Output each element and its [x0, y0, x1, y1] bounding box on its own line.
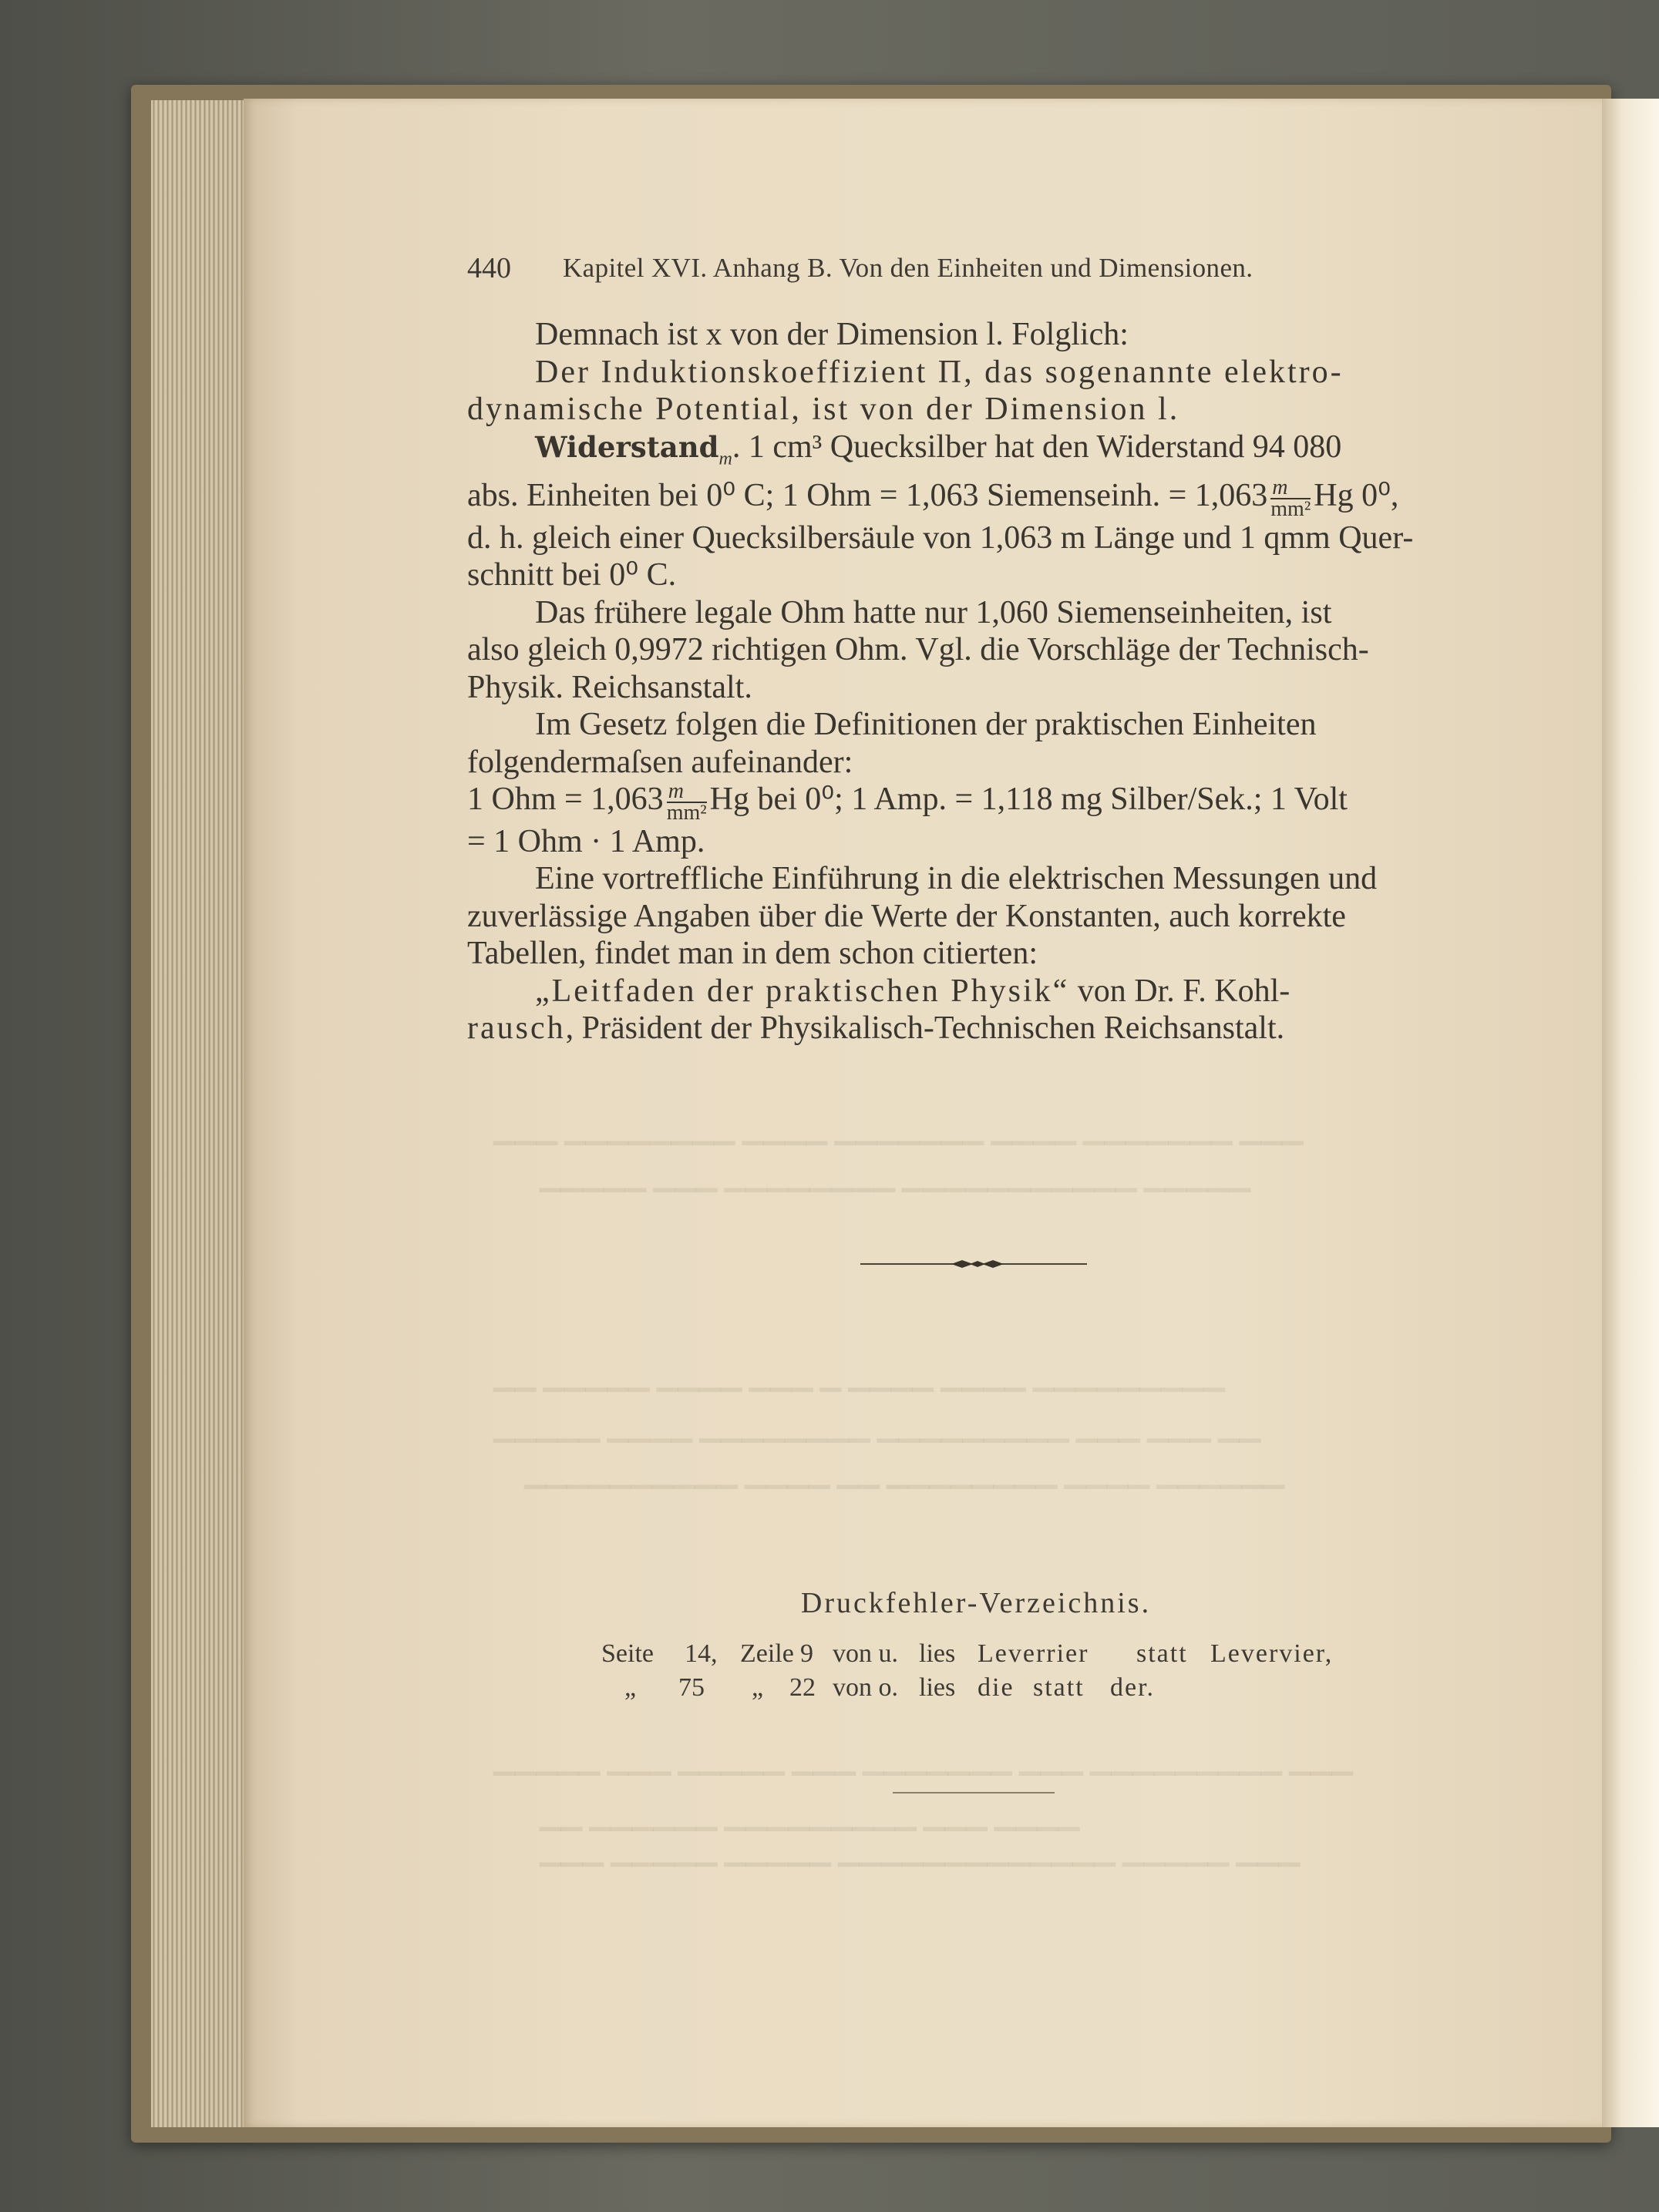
- text-line: von Dr. F. Kohl-: [1069, 973, 1291, 1009]
- paragraph-continuation: [467, 669, 1477, 707]
- errata-list: [601, 1637, 1372, 1705]
- errata-cell: der.: [1110, 1673, 1156, 1702]
- text-line: 1 Ohm = 1,063: [467, 782, 664, 818]
- citation: [467, 973, 1477, 1010]
- errata-cell: lies: [919, 1639, 956, 1668]
- equation-line: [467, 778, 1477, 825]
- paragraph-continuation: [467, 631, 1477, 669]
- errata-cell: „: [752, 1673, 764, 1702]
- text-line: Hg 0⁰,: [1314, 478, 1399, 514]
- errata-cell: statt: [1033, 1673, 1085, 1702]
- show-through-text: ▁▁ ▁▁▁ ▁▁▁ ▁▁▁▁▁▁▁▁▁ ▁▁▁▁▁▁▁▁ ▁▁▁▁ ▁▁▁▁▁: [493, 1411, 1261, 1442]
- paragraph-continuation: [467, 519, 1477, 557]
- running-header: [467, 251, 1377, 282]
- paragraph: [467, 860, 1477, 898]
- errata-row: [601, 1671, 1372, 1705]
- paragraph-continuation: [467, 898, 1477, 936]
- show-through-text: ▁▁▁▁ ▁▁▁ ▁▁▁▁▁▁▁▁▁ ▁▁▁▁▁▁ ▁▁: [540, 1800, 1080, 1830]
- errata-cell: von u.: [833, 1639, 898, 1668]
- errata-title: Druckfehler-Verzeichnis.: [800, 1587, 1152, 1619]
- text-line: . 1 cm³ Quecksilber hat den Widerstand 94 080: [732, 429, 1342, 465]
- paragraph-continuation: [467, 744, 1477, 782]
- paragraph-continuation: [467, 391, 1477, 429]
- fraction-denominator: mm²: [666, 800, 707, 825]
- fraction-numerator: m: [667, 782, 707, 803]
- citation-continuation: [467, 1010, 1477, 1047]
- fraction: [666, 778, 707, 825]
- ornament-divider: [860, 1259, 1087, 1269]
- fraction-denominator: mm²: [1270, 496, 1311, 521]
- errata-cell: Seite: [601, 1639, 654, 1668]
- paragraph: [467, 594, 1477, 632]
- errata-cell: 75: [678, 1673, 705, 1702]
- text-line: abs. Einheiten bei 0⁰ C; 1 Ohm = 1,063 Siemenseinh. = 1,063: [467, 478, 1268, 514]
- paragraph-continuation: [467, 556, 1477, 594]
- show-through-text: ▁▁▁▁▁▁▁▁▁ ▁▁▁▁ ▁▁▁▁ ▁ ▁▁▁ ▁▁▁▁ ▁▁▁▁▁ ▁▁: [493, 1360, 1225, 1391]
- paragraph: [467, 354, 1477, 392]
- text-line: , Präsident der Physikalisch-Technischen Reichsanstalt.: [565, 1010, 1285, 1047]
- errata-cell: Leverrier: [978, 1639, 1089, 1668]
- errata-cell: von o.: [833, 1673, 898, 1702]
- errata-cell: Zeile: [740, 1639, 794, 1668]
- errata-cell: 14,: [685, 1639, 718, 1668]
- author-name: rausch: [467, 1010, 566, 1047]
- text-line: zuverlässige Angaben über die Werte der Konstanten, auch korrekte: [467, 898, 1346, 934]
- errata-cell: statt: [1136, 1639, 1188, 1668]
- text-line: Im Gesetz folgen die Definitionen der praktischen Einheiten: [535, 707, 1317, 743]
- paragraph-continuation: [467, 935, 1477, 973]
- fraction-numerator: m: [1270, 478, 1311, 499]
- running-title: Kapitel XVI. Anhang B. Von den Einheiten und Dimensionen.: [563, 253, 1254, 283]
- text-line: folgendermaſsen aufeinander:: [467, 744, 853, 780]
- text-line: = 1 Ohm · 1 Amp.: [467, 823, 705, 859]
- show-through-text: ▁▁▁ ▁▁▁▁▁ ▁▁▁▁▁▁▁▁▁▁▁▁▁ ▁▁▁▁▁ ▁▁▁▁▁ ▁▁▁: [540, 1835, 1301, 1866]
- text-line: schnitt bei 0⁰ C.: [467, 557, 677, 593]
- text-line: Das frühere legale Ohm hatte nur 1,060 Siemenseinheiten, ist: [535, 594, 1332, 630]
- errata-cell: „: [624, 1673, 637, 1702]
- errata-row: [601, 1637, 1372, 1671]
- text-line: Der Induktionskoeffizient Π, das sogenannte elektro-: [535, 354, 1344, 390]
- facing-page-gutter: [1602, 99, 1659, 2127]
- section-label-subscript: m: [718, 448, 732, 469]
- citation-title: „Leitfaden der praktischen Physik“: [535, 973, 1070, 1009]
- fraction: [1270, 475, 1311, 521]
- show-through-text: ▁▁▁▁▁▁ ▁▁▁▁ ▁▁▁▁▁▁▁▁ ▁▁ ▁▁▁▁ ▁▁▁▁▁▁▁▁▁▁: [524, 1457, 1285, 1488]
- show-through-text: ▁▁▁▁▁ ▁▁▁▁▁▁▁▁▁▁▁ ▁▁▁▁▁▁▁▁ ▁▁▁ ▁▁▁▁▁: [540, 1161, 1250, 1192]
- paragraph: [467, 706, 1477, 744]
- body-text: [467, 316, 1477, 1047]
- page-number: 440: [467, 252, 511, 284]
- text-line: d. h. gleich einer Quecksilbersäule von 1,063 m Länge und 1 qmm Quer-: [467, 519, 1414, 556]
- text-line: Hg bei 0⁰; 1 Amp. = 1,118 mg Silber/Sek.; 1 Volt: [709, 782, 1348, 818]
- errata-cell: Levervier,: [1210, 1639, 1334, 1668]
- paragraph: [467, 429, 1477, 478]
- section-label: Widerstand: [535, 429, 719, 464]
- errata-cell: 22: [789, 1673, 816, 1702]
- closing-rule: [893, 1792, 1055, 1793]
- paragraph: [467, 316, 1477, 354]
- text-line: dynamische Potential, ist von der Dimension l.: [467, 392, 1180, 427]
- errata-cell: 9: [800, 1639, 813, 1668]
- errata-cell: lies: [919, 1673, 956, 1702]
- page-edges: [151, 100, 249, 2127]
- text-line: also gleich 0,9972 richtigen Ohm. Vgl. die Vorschläge der Technisch-: [467, 632, 1369, 668]
- show-through-text: ▁▁▁ ▁▁▁▁▁▁▁ ▁▁▁▁ ▁▁▁▁▁▁▁ ▁▁▁▁ ▁▁▁▁▁▁▁▁ ▁▁▁: [493, 1114, 1304, 1145]
- text-line: Tabellen, findet man in dem schon citierten:: [467, 936, 1038, 972]
- show-through-text: ▁▁▁ ▁▁▁▁▁▁▁▁▁ ▁▁▁ ▁▁▁▁▁▁▁ ▁▁▁ ▁▁▁▁▁ ▁▁▁ ▁▁▁▁▁: [493, 1744, 1354, 1775]
- errata-cell: die: [978, 1673, 1015, 1702]
- text-line: Physik. Reichsanstalt.: [467, 669, 752, 705]
- equation-line: [467, 823, 1477, 861]
- text-line: Demnach ist x von der Dimension l. Folglich:: [535, 317, 1129, 352]
- text-line: Eine vortreffliche Einführung in die elektrischen Messungen und: [535, 861, 1378, 897]
- paragraph-continuation: [467, 477, 1477, 519]
